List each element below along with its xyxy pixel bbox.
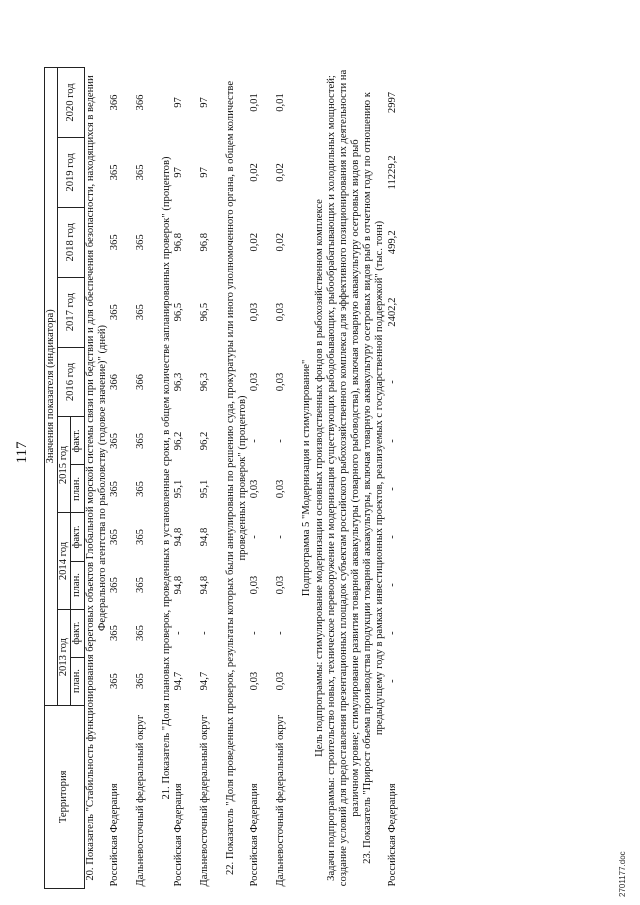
value-cell: 365 (134, 304, 146, 321)
value-cell: 96,3 (173, 372, 185, 392)
value-cell: 0,03 (249, 671, 261, 691)
table-row (135, 68, 161, 889)
value-cell: 0,01 (249, 93, 261, 112)
value-cell: - (386, 583, 398, 587)
value-cell: 96,5 (199, 302, 211, 322)
table-row (109, 68, 135, 889)
value-cell: - (275, 535, 287, 539)
value-cell: 365 (134, 481, 146, 497)
table-row (173, 68, 199, 889)
value-cell: 0,03 (275, 479, 287, 499)
subprogram-goal-row (314, 68, 326, 889)
header-year-2016: 2016 год (58, 347, 84, 417)
value-cell: 97 (173, 167, 185, 178)
value-cell: 0,02 (249, 233, 261, 252)
value-cell: 365 (134, 577, 146, 593)
value-cell: - (249, 535, 261, 539)
header-year-2015: 2015 год (58, 417, 71, 513)
header-year-2019: 2019 год (58, 137, 84, 207)
table-row (387, 68, 413, 889)
value-cell: - (386, 679, 398, 683)
value-cell: 0,03 (249, 302, 261, 322)
territory-cell: Дальневосточный федеральный округ (134, 714, 146, 887)
value-cell: 0,02 (249, 163, 261, 182)
header-territory: Территория (45, 705, 85, 888)
header-year-2017: 2017 год (58, 277, 84, 347)
value-cell: 366 (108, 94, 120, 111)
value-cell: 365 (108, 433, 120, 449)
value-cell: - (386, 535, 398, 539)
territory-cell: Дальневосточный федеральный округ (199, 714, 211, 887)
value-cell: - (386, 380, 398, 384)
value-cell: 366 (134, 94, 146, 111)
value-cell: 97 (199, 97, 211, 108)
value-cell: 499,2 (386, 230, 398, 255)
value-cell: 94,8 (173, 575, 185, 595)
value-cell: 365 (108, 577, 120, 593)
value-cell: 365 (134, 164, 146, 181)
value-cell: 365 (134, 529, 146, 545)
value-cell: 365 (108, 304, 120, 321)
value-cell: 96,8 (199, 233, 211, 252)
subprogram-tasks-row (326, 68, 363, 889)
header-sub-plan: план. (71, 465, 84, 513)
value-cell: 97 (199, 167, 211, 178)
header-sub-plan: план. (71, 561, 84, 609)
header-sub-fact: факт. (71, 513, 84, 561)
subprogram-title: Подпрограмма 5 "Модернизация и стимулирование" (301, 359, 313, 597)
territory-cell: Российская Федерация (249, 783, 261, 887)
value-cell: 2402,2 (386, 297, 398, 327)
subprogram-goal: Цель подпрограммы: стимулирование модернизации основных производственных фондов в рыбохозяйственном комплексе (313, 199, 325, 757)
value-cell: 365 (134, 673, 146, 690)
value-cell: 365 (134, 433, 146, 449)
value-cell: 95,1 (173, 479, 185, 499)
value-cell: 0,03 (275, 671, 287, 691)
value-cell: 366 (108, 374, 120, 390)
value-cell: 94,8 (199, 575, 211, 595)
value-cell: 365 (108, 481, 120, 497)
value-cell: 94,7 (173, 671, 185, 691)
value-cell: 0,03 (249, 479, 261, 499)
table-row (199, 68, 225, 889)
value-cell: 96,2 (173, 431, 185, 451)
header-year-2020: 2020 год (58, 68, 84, 138)
header-sub-fact: факт. (71, 609, 84, 657)
header-year-2014: 2014 год (58, 513, 71, 609)
value-cell: - (249, 631, 261, 635)
value-cell: - (386, 487, 398, 491)
value-cell: 11229,2 (386, 155, 398, 190)
indicator-20-title-row (84, 68, 109, 889)
territory-cell: Российская Федерация (386, 783, 398, 887)
value-cell: - (173, 631, 185, 635)
value-cell: - (386, 631, 398, 635)
value-cell: 365 (108, 673, 120, 690)
territory-cell: Российская Федерация (173, 783, 185, 887)
territory-cell: Российская Федерация (108, 783, 120, 887)
value-cell: 95,1 (199, 479, 211, 499)
value-cell: 0,02 (275, 163, 287, 182)
value-cell: 365 (108, 164, 120, 181)
value-cell: 96,8 (173, 233, 185, 252)
indicator-21-title-row (161, 68, 173, 889)
indicator-20-title: 20. Показатель "Стабильность функционирования береговых объектов Глобальной морской системы связи при бедствии и для обеспечения безопасности, находящихся в ведении Федерального агентства по рыболовству (годовое значение)" (дней) (84, 75, 108, 881)
value-cell: 96,5 (173, 302, 185, 322)
value-cell: 365 (108, 529, 120, 545)
value-cell: 0,03 (249, 575, 261, 595)
table-row (275, 68, 301, 889)
subprogram-tasks: Задачи подпрограммы: строительство новых, техническое перевооружение и модернизация существующих рыбодобывающих, рыбообрабатывающих и холодильных мощностей; создание условий для предоставления презентационных площадок субъектам российского рыбохозяйственного комплекса для эффективного позиционирования их деятельности на различном уровне; стимулирование развития товарной аквакультуры (товарного рыбоводства), включая товарную аквакультуру осетровых видов рыб (325, 69, 362, 887)
table-row (249, 68, 275, 889)
value-cell: - (249, 439, 261, 443)
value-cell: 366 (134, 374, 146, 390)
value-cell: 94,8 (173, 527, 185, 547)
value-cell: 365 (134, 234, 146, 251)
value-cell: 96,3 (199, 372, 211, 392)
value-cell: 365 (108, 234, 120, 251)
value-cell: 365 (134, 625, 146, 642)
value-cell: 2997 (386, 91, 398, 114)
header-year-2018: 2018 год (58, 207, 84, 277)
indicator-22-title-row (225, 68, 249, 889)
indicator-22-title: 22. Показатель "Доля проведенных проверок, результаты которых были аннулированы по решению суда, прокуратуры или иного уполномоченного органа, в общем количестве проведенных проверок" (процентов) (225, 80, 249, 876)
indicator-23-title: 23. Показатель "Прирост объема производства продукции товарной аквакультуры, включая товарную аквакультуру осетровых видов рыб в отчетном году по отношению к предыдущему году в рамках инвестиционных проектов, реализуемых с государственной поддержкой" (тыс. тонн) (362, 92, 386, 864)
header-sub-fact: факт. (71, 417, 84, 465)
value-cell: 365 (108, 625, 120, 642)
value-cell: 0,02 (275, 233, 287, 252)
value-cell: 0,03 (275, 372, 287, 392)
territory-cell: Дальневосточный федеральный округ (275, 714, 287, 887)
value-cell: 0,03 (249, 372, 261, 392)
table-header (45, 68, 85, 889)
header-year-2013: 2013 год (58, 609, 71, 705)
value-cell: 0,03 (275, 575, 287, 595)
value-cell: 94,8 (199, 527, 211, 547)
value-cell: 0,01 (275, 93, 287, 112)
header-sub-plan: план. (71, 657, 84, 705)
indicator-23-title-row (362, 68, 386, 889)
page-number: 117 (14, 441, 30, 464)
header-values-label: Значения показателя (индикатора) (45, 68, 58, 706)
value-cell: - (386, 439, 398, 443)
indicator-21-title: 21. Показатель "Доля плановых проверок, проведенных в установленные сроки, в общем количестве запланированных проверок" (процентов) (160, 156, 172, 800)
value-cell: - (275, 439, 287, 443)
indicators-table (44, 67, 413, 889)
value-cell: - (199, 631, 211, 635)
value-cell: 96,2 (199, 431, 211, 451)
value-cell: - (275, 631, 287, 635)
value-cell: 0,03 (275, 302, 287, 322)
value-cell: 94,7 (199, 671, 211, 691)
document-id: 2701177.doc (618, 851, 627, 897)
subprogram-title-row (301, 68, 313, 889)
value-cell: 97 (173, 97, 185, 108)
